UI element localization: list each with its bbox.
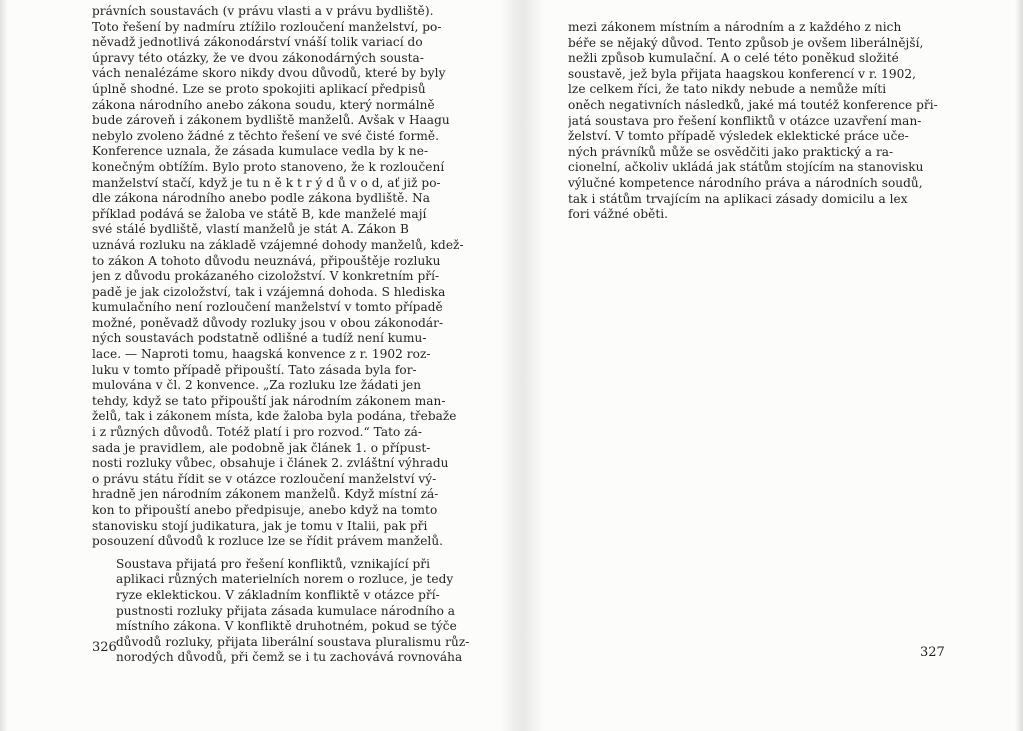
text-line: béře se nějaký důvod. Tento způsob je ovšem liberálnější, — [568, 35, 924, 50]
text-line: želů, tak i zákonem místa, kde žaloba byla podána, třebaže — [92, 409, 457, 424]
page-number-left: 326 — [92, 640, 117, 655]
text-line: jen z důvodu prokázaného cizoložství. V konkretním pří- — [92, 269, 440, 284]
text-line: mulována v čl. 2 konvence. „Za rozluku lze žádati jen — [92, 378, 422, 393]
text-line: lace. — Naproti tomu, haagská konvence z r. 1902 roz- — [92, 347, 431, 362]
text-line: příklad podává se žaloba ve státě B, kde manželé mají — [92, 206, 427, 221]
text-line: dle zákona národního anebo podle zákona bydliště. Na — [92, 191, 431, 206]
text-line: norodých důvodů, při čemž se i tu zachovává rovnováha — [116, 650, 463, 665]
text-line: ných soustavách podstatně odlišné a tudíž není kumu- — [92, 331, 427, 346]
text-line: posouzení důvodů k rozluce lze se řídit právem manželů. — [92, 534, 444, 549]
text-line: vách nenalézáme skoro nikdy dvou důvodů, které by byly — [92, 66, 446, 81]
text-line: manželství stačí, když je tu n ě k t r ý d ů v o d, ať již po- — [92, 175, 441, 190]
text-line: kumulačního není rozloučení manželství v tomto případě — [92, 300, 443, 315]
text-line: bude zároveň i zákonem bydliště manželů. Avšak v Haagu — [92, 113, 450, 128]
text-line: možné, poněvadž důvody rozluky jsou v obou zákonodár- — [92, 315, 444, 330]
paragraph — [568, 20, 968, 223]
text-line: důvodů rozluky, přijata liberální soustava pluralismu růz- — [116, 634, 470, 649]
text-line: želství. V tomto případě výsledek eklektické práce uče- — [568, 129, 909, 144]
paragraph — [92, 557, 492, 666]
text-line: soustavě, jež byla přijata haagskou konferencí v r. 1902, — [568, 66, 917, 81]
text-line: fori vážné oběti. — [568, 207, 669, 222]
text-line: jatá soustava pro řešení konfliktů v otázce uzavření man- — [568, 113, 922, 128]
text-line: i z různých důvodů. Totéž platí i pro rozvod.“ Tato zá- — [92, 425, 423, 440]
page-number-right: 327 — [920, 645, 945, 660]
text-line: ných právníků může se osvědčiti jako praktický a ra- — [568, 144, 894, 159]
right-page-text — [568, 20, 968, 223]
text-line: mezi zákonem místním a národním a z každého z nich — [568, 20, 902, 34]
text-line: nosti rozluky vůbec, obsahuje i článek 2. zvláštní výhradu — [92, 456, 449, 471]
text-line: aplikaci různých materielních norem o rozluce, je tedy — [116, 572, 454, 587]
paragraph — [92, 4, 492, 550]
text-line: sada je pravidlem, ale podobně jak článek 1. o přípust- — [92, 440, 431, 455]
text-line: nebylo zvoleno žádné z těchto řešení ve své čisté formě. — [92, 128, 440, 143]
text-line: o právu státu řídit se v otázce rozloučení manželství vý- — [92, 471, 437, 486]
text-line: oněch negativních následků, jaké má toutéž konference při- — [568, 97, 938, 112]
text-line: luku v tomto případě připouští. Tato zásada byla for- — [92, 362, 417, 377]
text-line: padě je jak cizoložství, tak i vzájemná dohoda. S hlediska — [92, 284, 446, 299]
text-line: místního zákona. V konfliktě druhotném, pokud se týče — [116, 619, 457, 634]
text-line: konečným obtížím. Bylo proto stanoveno, že k rozloučení — [92, 159, 445, 174]
text-line: kon to připouští anebo předpisuje, anebo když na tomto — [92, 503, 438, 517]
text-line: Soustava přijatá pro řešení konfliktů, vznikající při — [116, 556, 431, 571]
text-line: své stálé bydliště, vlastí manželů je stát A. Zákon B — [92, 222, 409, 237]
text-line: uznává rozluku na základě vzájemné dohody manželů, kdež- — [92, 237, 464, 252]
text-line: stanovisku stojí judikatura, jak je tomu v Italii, pak při — [92, 518, 428, 533]
text-line: tehdy, když se tato připouští jak národním zákonem man- — [92, 393, 446, 408]
text-line: úplně shodné. Lze se proto spokojiti aplikací předpisů — [92, 81, 426, 96]
text-line: ryze eklektickou. V základním konfliktě v otázce pří- — [116, 587, 440, 602]
text-line: výlučné kompetence národního práva a národních soudů, — [568, 175, 923, 190]
text-line: hradně jen národním zákonem manželů. Když místní zá- — [92, 487, 439, 502]
text-line: pustnosti rozluky přijata zásada kumulace národního a — [116, 603, 456, 618]
text-line: cionelní, ačkoliv ukládá jak státům stojícím na stanovisku — [568, 160, 924, 175]
text-line: Toto řešení by nadmíru ztížilo rozloučení manželství, po- — [92, 19, 442, 34]
text-line: zákona národního anebo zákona soudu, který normálně — [92, 97, 435, 112]
text-line: lze celkem říci, že tato nikdy nebude a nemůže míti — [568, 82, 887, 97]
page-edge-shadow-left — [0, 0, 8, 731]
text-line: Konference uznala, že zásada kumulace vedla by k ne- — [92, 144, 429, 159]
text-line: tak i státům trvajícím na aplikaci zásady domicilu a lex — [568, 191, 908, 206]
text-line: to zákon A tohoto důvodu neuznává, připouštěje rozluku — [92, 253, 441, 268]
left-page-text — [92, 4, 492, 666]
text-line: nežli způsob kumulační. A o celé této poněkud složité — [568, 51, 899, 66]
text-line: právních soustavách (v právu vlasti a v právu bydliště). — [92, 4, 434, 18]
page-edge-shadow-right — [1015, 0, 1023, 731]
text-line: něvadž jednotlivá zákonodárství vnáší tolik variací do — [92, 35, 423, 50]
book-gutter — [500, 0, 544, 731]
text-line: úpravy této otázky, že ve dvou zákonodárných sousta- — [92, 50, 424, 65]
